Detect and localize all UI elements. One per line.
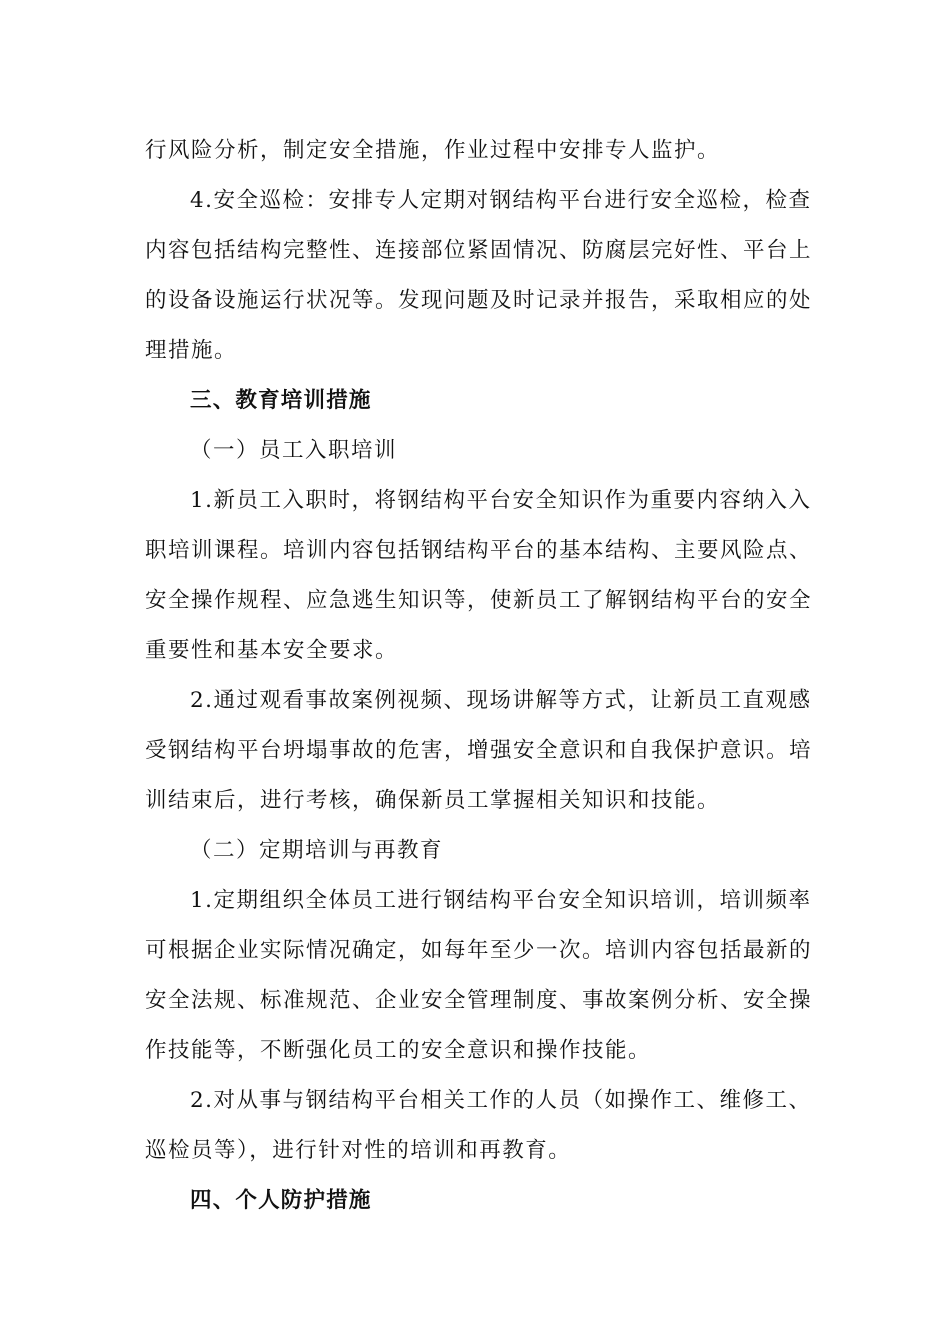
paragraph-line: 重要性和基本安全要求。 [145, 638, 399, 663]
paragraph-line: 的设备设施运行状况等。发现问题及时记录并报告，采取相应的处 [145, 288, 813, 313]
paragraph-line: 内容包括结构完整性、连接部位紧固情况、防腐层完好性、平台上 [145, 238, 813, 263]
paragraph-line: 行风险分析，制定安全措施，作业过程中安排专人监护。 [145, 138, 721, 163]
paragraph-line: 安全法规、标准规范、企业安全管理制度、事故案例分析、安全操 [145, 988, 813, 1013]
paragraph-line: 理措施。 [145, 338, 238, 363]
paragraph-line: 2.通过观看事故案例视频、现场讲解等方式，让新员工直观感 [190, 688, 812, 713]
paragraph-line: 4.安全巡检：安排专人定期对钢结构平台进行安全巡检，检查 [190, 188, 812, 213]
paragraph-line: 可根据企业实际情况确定，如每年至少一次。培训内容包括最新的 [145, 938, 813, 963]
paragraph-line: 1.新员工入职时，将钢结构平台安全知识作为重要内容纳入入 [190, 488, 812, 513]
paragraph-line: 训结束后，进行考核，确保新员工掌握相关知识和技能。 [145, 788, 721, 813]
paragraph-line: 安全操作规程、应急逃生知识等，使新员工了解钢结构平台的安全 [145, 588, 813, 613]
section-heading: 四、个人防护措施 [190, 1188, 372, 1213]
section-heading: 三、教育培训措施 [190, 388, 372, 413]
paragraph-line: 职培训课程。培训内容包括钢结构平台的基本结构、主要风险点、 [145, 538, 813, 563]
paragraph-line: 作技能等，不断强化员工的安全意识和操作技能。 [145, 1038, 652, 1063]
subsection-heading: （一）员工入职培训 [190, 438, 398, 463]
paragraph-line: 2.对从事与钢结构平台相关工作的人员（如操作工、维修工、 [190, 1088, 812, 1113]
paragraph-line: 1.定期组织全体员工进行钢结构平台安全知识培训，培训频率 [190, 888, 812, 913]
paragraph-line: 巡检员等），进行针对性的培训和再教育。 [145, 1138, 572, 1163]
paragraph-line: 受钢结构平台坍塌事故的危害，增强安全意识和自我保护意识。培 [145, 738, 813, 763]
subsection-heading: （二）定期培训与再教育 [190, 838, 444, 863]
